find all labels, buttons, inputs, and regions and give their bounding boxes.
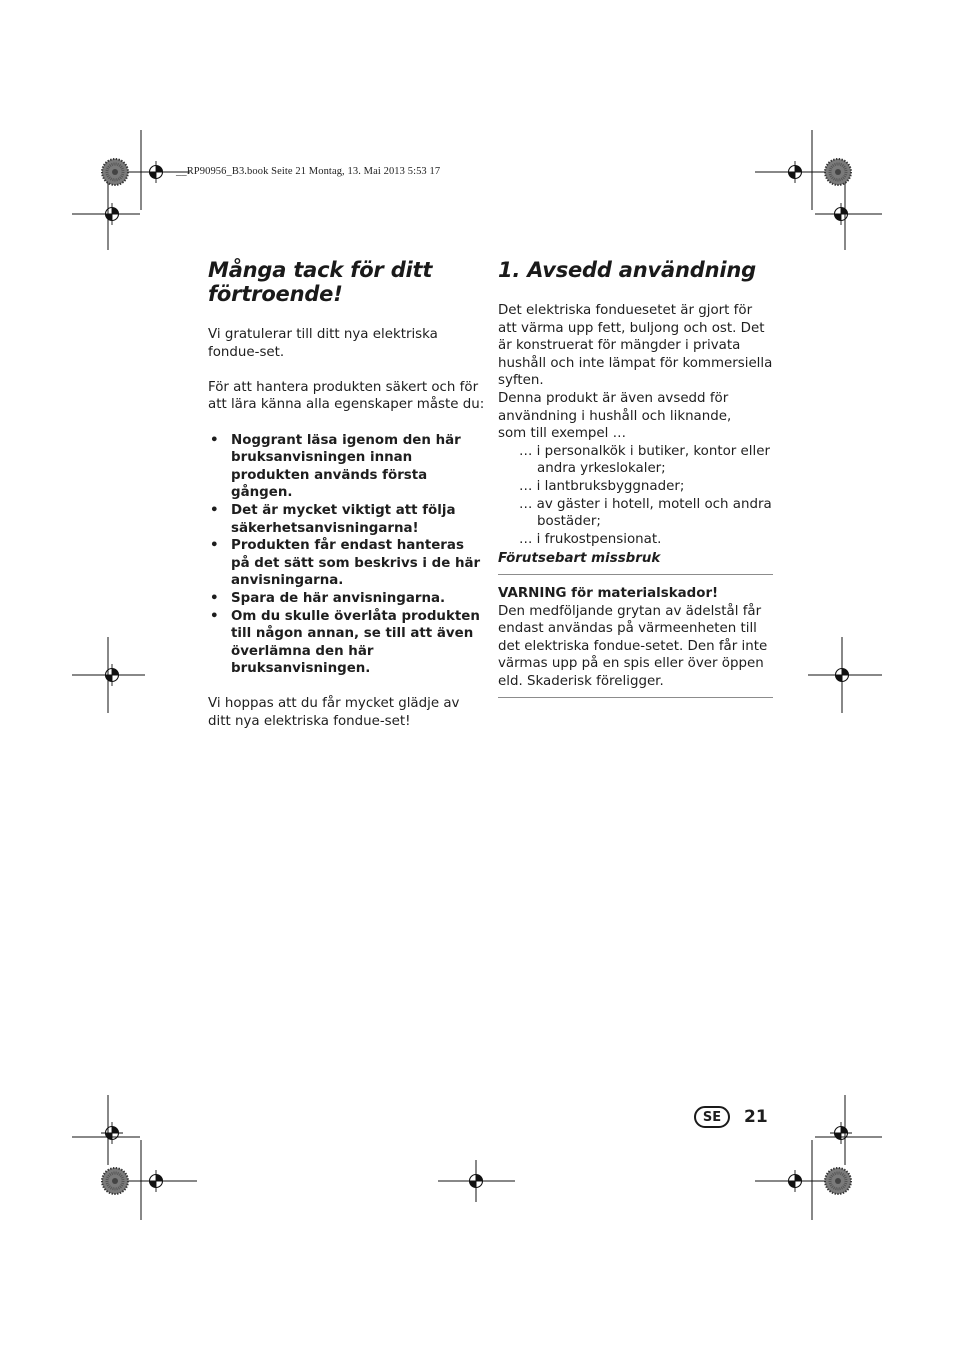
- list-item: • Om du skulle överlåta produkten till någon annan, se till att även överlämna den här bruksanvisningen.: [210, 608, 480, 677]
- thanks-heading: Många tack för ditt förtroende!: [208, 258, 433, 306]
- right-column: [498, 258, 773, 698]
- left-column: [208, 258, 486, 731]
- example-lead: som till exempel …: [498, 426, 627, 442]
- starburst-mark: [102, 1168, 128, 1194]
- closing-text: Vi hoppas att du får mycket glädje av ditt nya elektriska fondue-set!: [208, 696, 460, 730]
- bullet-icon: •: [210, 432, 219, 448]
- registration-target: [101, 664, 123, 686]
- page-number: 21: [744, 1107, 768, 1127]
- print-header: __RP90956_B3.book Seite 21 Montag, 13. Mai 2013 5:53 17: [176, 166, 441, 177]
- registration-target: [830, 203, 852, 225]
- registration-target: [465, 1170, 487, 1192]
- list-item: … i personalkök i butiker, kontor eller andra yrkeslokaler;: [519, 443, 770, 477]
- starburst-mark: [825, 1168, 851, 1194]
- bullet-icon: •: [210, 590, 219, 606]
- bullet-icon: •: [210, 538, 219, 554]
- registration-target: [145, 161, 167, 183]
- registration-target: [101, 1122, 123, 1144]
- section-heading: 1. Avsedd användning: [498, 258, 756, 282]
- lead-text: För att hantera produkten säkert och för att lära känna alla egenskaper måste du:: [208, 379, 485, 413]
- starburst-mark: [825, 159, 851, 185]
- household-text: Denna produkt är även avsedd för användning i hushåll och liknande,: [498, 390, 732, 424]
- page-footer: [694, 1104, 768, 1130]
- warning-title: VARNING för materialskador!: [498, 585, 719, 601]
- starburst-mark: [102, 159, 128, 185]
- divider: [498, 574, 773, 575]
- registration-target: [101, 203, 123, 225]
- registration-target: [784, 1170, 806, 1192]
- purpose-text: Det elektriska fonduesetet är gjort för att värma upp fett, buljong och ost. Det är konstruerat för mängder i privata hushåll och inte lämpat för kommersiella syften.: [498, 303, 773, 389]
- bullet-icon: •: [210, 608, 219, 624]
- list-item: … av gäster i hotell, motell och andra bostäder;: [519, 496, 772, 530]
- use-list: [519, 443, 773, 549]
- divider: [498, 697, 773, 698]
- list-item: … i frukostpensionat.: [519, 531, 662, 547]
- registration-target: [831, 664, 853, 686]
- registration-target: [145, 1170, 167, 1192]
- language-badge: SE: [694, 1106, 730, 1128]
- list-item: • Produkten får endast hanteras på det sätt som beskrivs i de här anvisningarna.: [210, 538, 481, 589]
- list-item: … i lantbruksbyggnader;: [519, 478, 685, 494]
- list-item: • Noggrant läsa igenom den här bruksanvisningen innan produkten används första gången.: [210, 432, 461, 501]
- list-item: • Det är mycket viktigt att följa säkerhetsanvisningarna!: [210, 502, 456, 536]
- registration-target: [784, 161, 806, 183]
- warning-text: Den medföljande grytan av ädelstål får endast användas på värmeenheten till det elektriska fondue-setet. Den får inte värmas upp på en spis eller över öppen eld. Skaderisk föreligger.: [498, 603, 768, 689]
- registration-target: [830, 1122, 852, 1144]
- misuse-subheading: Förutsebart missbruk: [498, 551, 661, 567]
- intro-text: Vi gratulerar till ditt nya elektriska fondue-set.: [208, 327, 438, 360]
- bullet-icon: •: [210, 502, 219, 518]
- instruction-list: [208, 432, 486, 678]
- list-item: • Spara de här anvisningarna.: [210, 590, 446, 606]
